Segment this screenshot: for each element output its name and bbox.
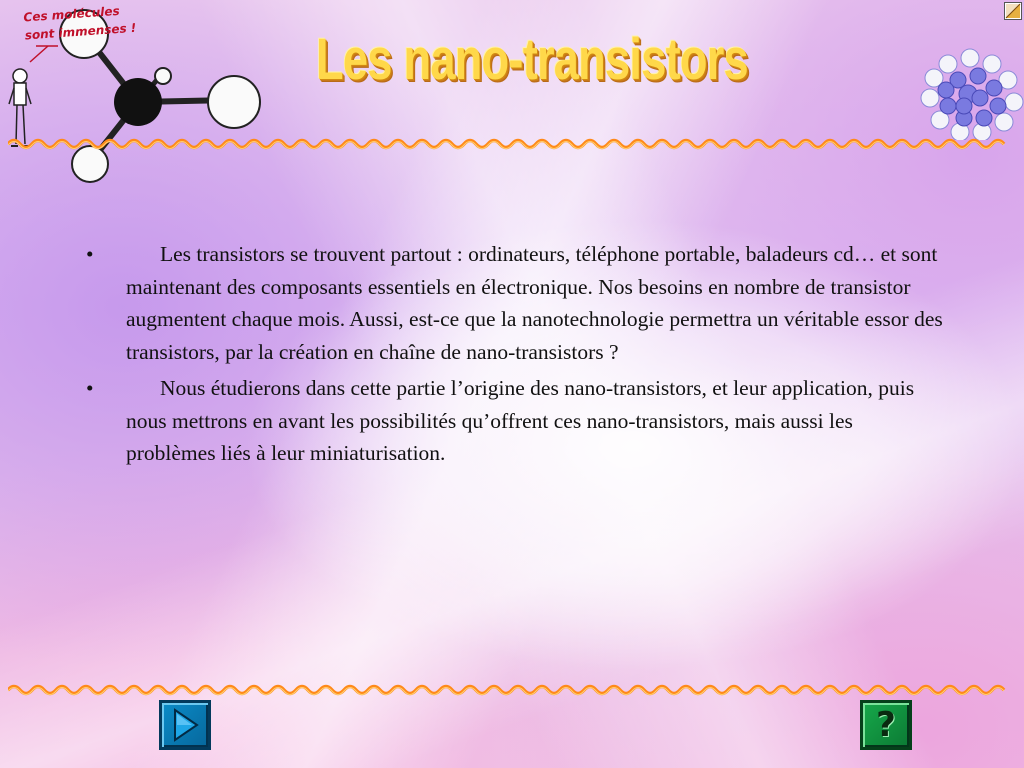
wave-divider-bottom [8,683,1008,697]
caption-line-1: Ces molécules [23,3,121,25]
bullet-item [86,238,946,368]
caption-line-2: sont immenses ! [24,20,137,43]
play-triangle-icon [162,703,208,747]
question-mark-icon: ? [876,705,896,745]
edit-pencil-icon[interactable] [1004,2,1022,20]
page-title: Les nano-transistors [316,27,748,92]
bullet-dot: • [86,242,94,266]
help-button[interactable] [860,700,912,750]
bullet-text: Nous étudierons dans cette partie l’origine des nano-transistors, et leur application, puis nous mettrons en avant les possibilités qu’offrent ces nano-transistors, mais aussi les problèmes liés à leur miniaturisation. [126,376,915,465]
slide-body [86,238,946,474]
bullet-text: Les transistors se trouvent partout : ordinateurs, téléphone portable, baladeurs cd… et sont maintenant des composants essentiels en électronique. Nos besoins en nombre de transistor augmentent chaque mois. Aussi, est-ce que la nanotechnologie permettra un véritable essor des transistors, par la création en chaîne de nano-transistors ? [126,242,943,364]
bullet-dot: • [86,376,94,400]
bullet-item [86,372,946,470]
wave-divider-top [8,137,1008,151]
next-slide-button[interactable] [159,700,211,750]
fullerene-molecule-icon [918,48,1024,140]
